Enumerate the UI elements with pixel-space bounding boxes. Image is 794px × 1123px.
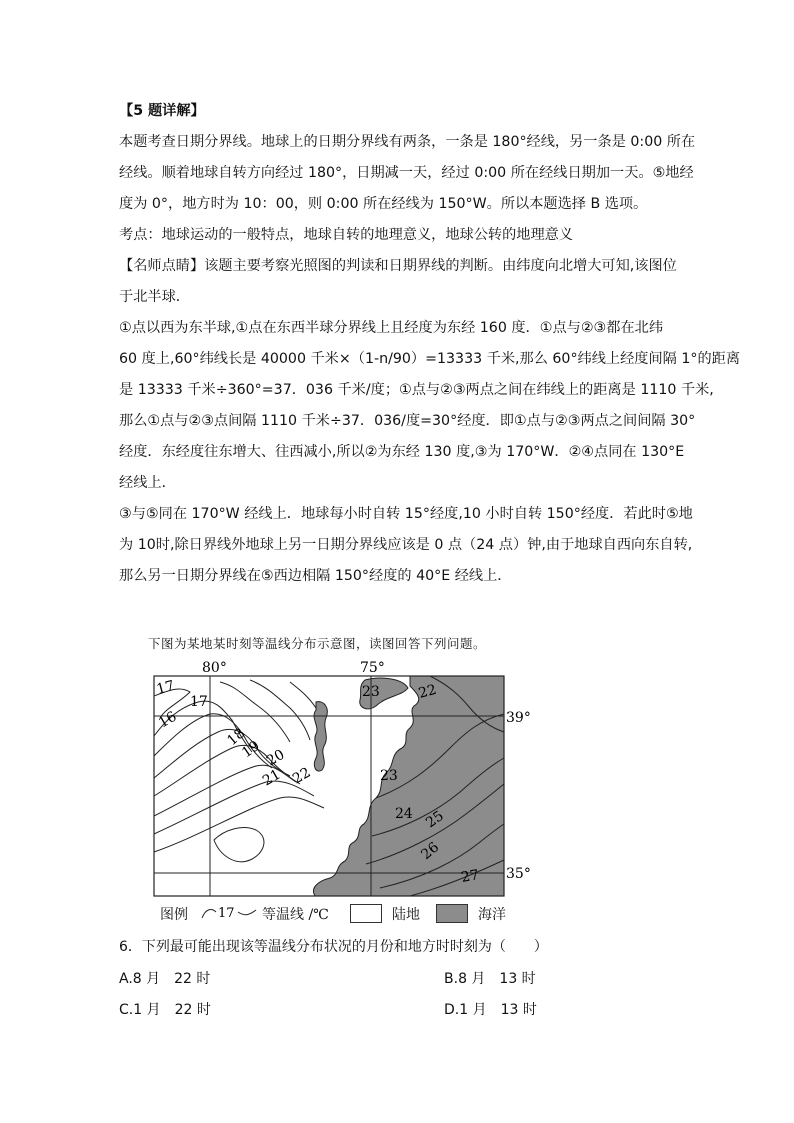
legend-isotherm-value: 17 (218, 906, 235, 921)
isotherm-label: 19 (239, 737, 263, 762)
legend-land-text: 陆地 (392, 907, 420, 923)
isotherm-label: 26 (418, 839, 443, 864)
legend-ocean-text: 海洋 (478, 907, 506, 923)
lat-label-35: 35° (506, 866, 531, 882)
isotherm-symbol-icon (200, 902, 260, 924)
lon-label-80: 80° (202, 660, 227, 676)
option-letter: A. (119, 971, 133, 987)
option-b (444, 968, 536, 988)
isotherm-label: 25 (423, 807, 447, 832)
isotherm-map (140, 656, 540, 901)
option-c (119, 999, 211, 1019)
explanation-line: 为 10时,除日界线外地球上另一日期分界线应该是 0 点（24 点）钟,由于地球自西向东自转, (119, 537, 693, 553)
explanation-line: 【名师点睛】该题主要考察光照图的判读和日期界线的判断。由纬度向北增大可知,该图位 (119, 258, 677, 274)
explanation-line: ①点以西为东半球,①点在东西半球分界线上且经度为东经 160 度．①点与②③都在北纬 (119, 320, 664, 336)
explanation-line: 本题考查日期分界线。地球上的日期分界线有两条，一条是 180°经线，另一条是 0:00 所在 (119, 134, 696, 150)
legend-ocean-swatch (436, 904, 468, 923)
explanation-line: 经度．东经度往东增大、往西减小,所以②为东经 130 度,③为 170°W．②④点同在 130°E (119, 444, 685, 460)
isotherm-label: 20 (264, 746, 288, 770)
isotherm-label: 21 (260, 766, 284, 790)
section-heading: 【5 题详解】 (119, 103, 205, 119)
option-letter: B. (444, 971, 459, 987)
isotherm-label: 18 (224, 725, 249, 750)
explanation-line: 考点：地球运动的一般特点，地球自转的地理意义，地球公转的地理意义 (119, 227, 574, 243)
figure-caption: 下图为某地某时刻等温线分布示意图，读图回答下列问题。 (148, 636, 487, 651)
isotherm-label: 23 (380, 768, 398, 784)
question-stem: 6．下列最可能出现该等温线分布状况的月份和地方时时刻为（ ） (119, 939, 548, 955)
isotherm-label: 22 (416, 681, 439, 702)
isotherm-label: 24 (395, 806, 413, 822)
isotherm-label: 17 (154, 677, 177, 698)
legend-land-swatch (350, 904, 382, 923)
option-text: 8 月 13 时 (458, 971, 536, 987)
option-text: 1 月 22 时 (133, 1002, 211, 1018)
explanation-line: 那么另一日期分界线在⑤西边相隔 150°经度的 40°E 经线上． (119, 568, 512, 584)
explanation-line: 度为 0°，地方时为 10：00，则 0:00 所在经线为 150°W。所以本题选择 B 选项。 (119, 196, 648, 212)
option-letter: D. (444, 1002, 460, 1018)
explanation-line: ③与⑤同在 170°W 经线上．地球每小时自转 15°经度,10 小时自转 150°经度．若此时⑤地 (119, 506, 693, 522)
explanation-line: 是 13333 千米÷360°=37．036 千米/度；①点与②③两点之间在纬线上的距离是 1110 千米, (119, 382, 714, 398)
isotherm-label: 17 (190, 694, 208, 710)
option-letter: C. (119, 1002, 134, 1018)
option-d (444, 999, 537, 1019)
option-text: 8 月 22 时 (132, 971, 211, 987)
explanation-line: 于北半球． (119, 289, 190, 305)
option-a (119, 968, 210, 988)
option-text: 1 月 13 时 (459, 1002, 537, 1018)
explanation-line: 经线。顺着地球自转方向经过 180°，日期减一天，经过 0:00 所在经线日期加一天。⑤地经 (119, 165, 694, 181)
explanation-line: 60 度上,60°纬线长是 40000 千米×（1-n/90）=13333 千米,那么 60°纬线上经度间隔 1°的距离 (119, 351, 741, 367)
explanation-line: 那么①点与②③点间隔 1110 千米÷37．036/度=30°经度．即①点与②③两点之间间隔 30° (119, 413, 696, 429)
lon-label-75: 75° (360, 660, 385, 676)
isotherm-label: 22 (290, 764, 314, 788)
legend-isotherm-text: 等温线 /℃ (262, 907, 329, 923)
isotherm-label: 23 (362, 684, 380, 700)
isotherm-label: 27 (459, 867, 481, 886)
isotherm-label: 16 (156, 708, 180, 732)
lat-label-39: 39° (506, 710, 531, 726)
explanation-line: 经线上． (119, 475, 176, 491)
legend-title: 图例 (160, 907, 188, 923)
